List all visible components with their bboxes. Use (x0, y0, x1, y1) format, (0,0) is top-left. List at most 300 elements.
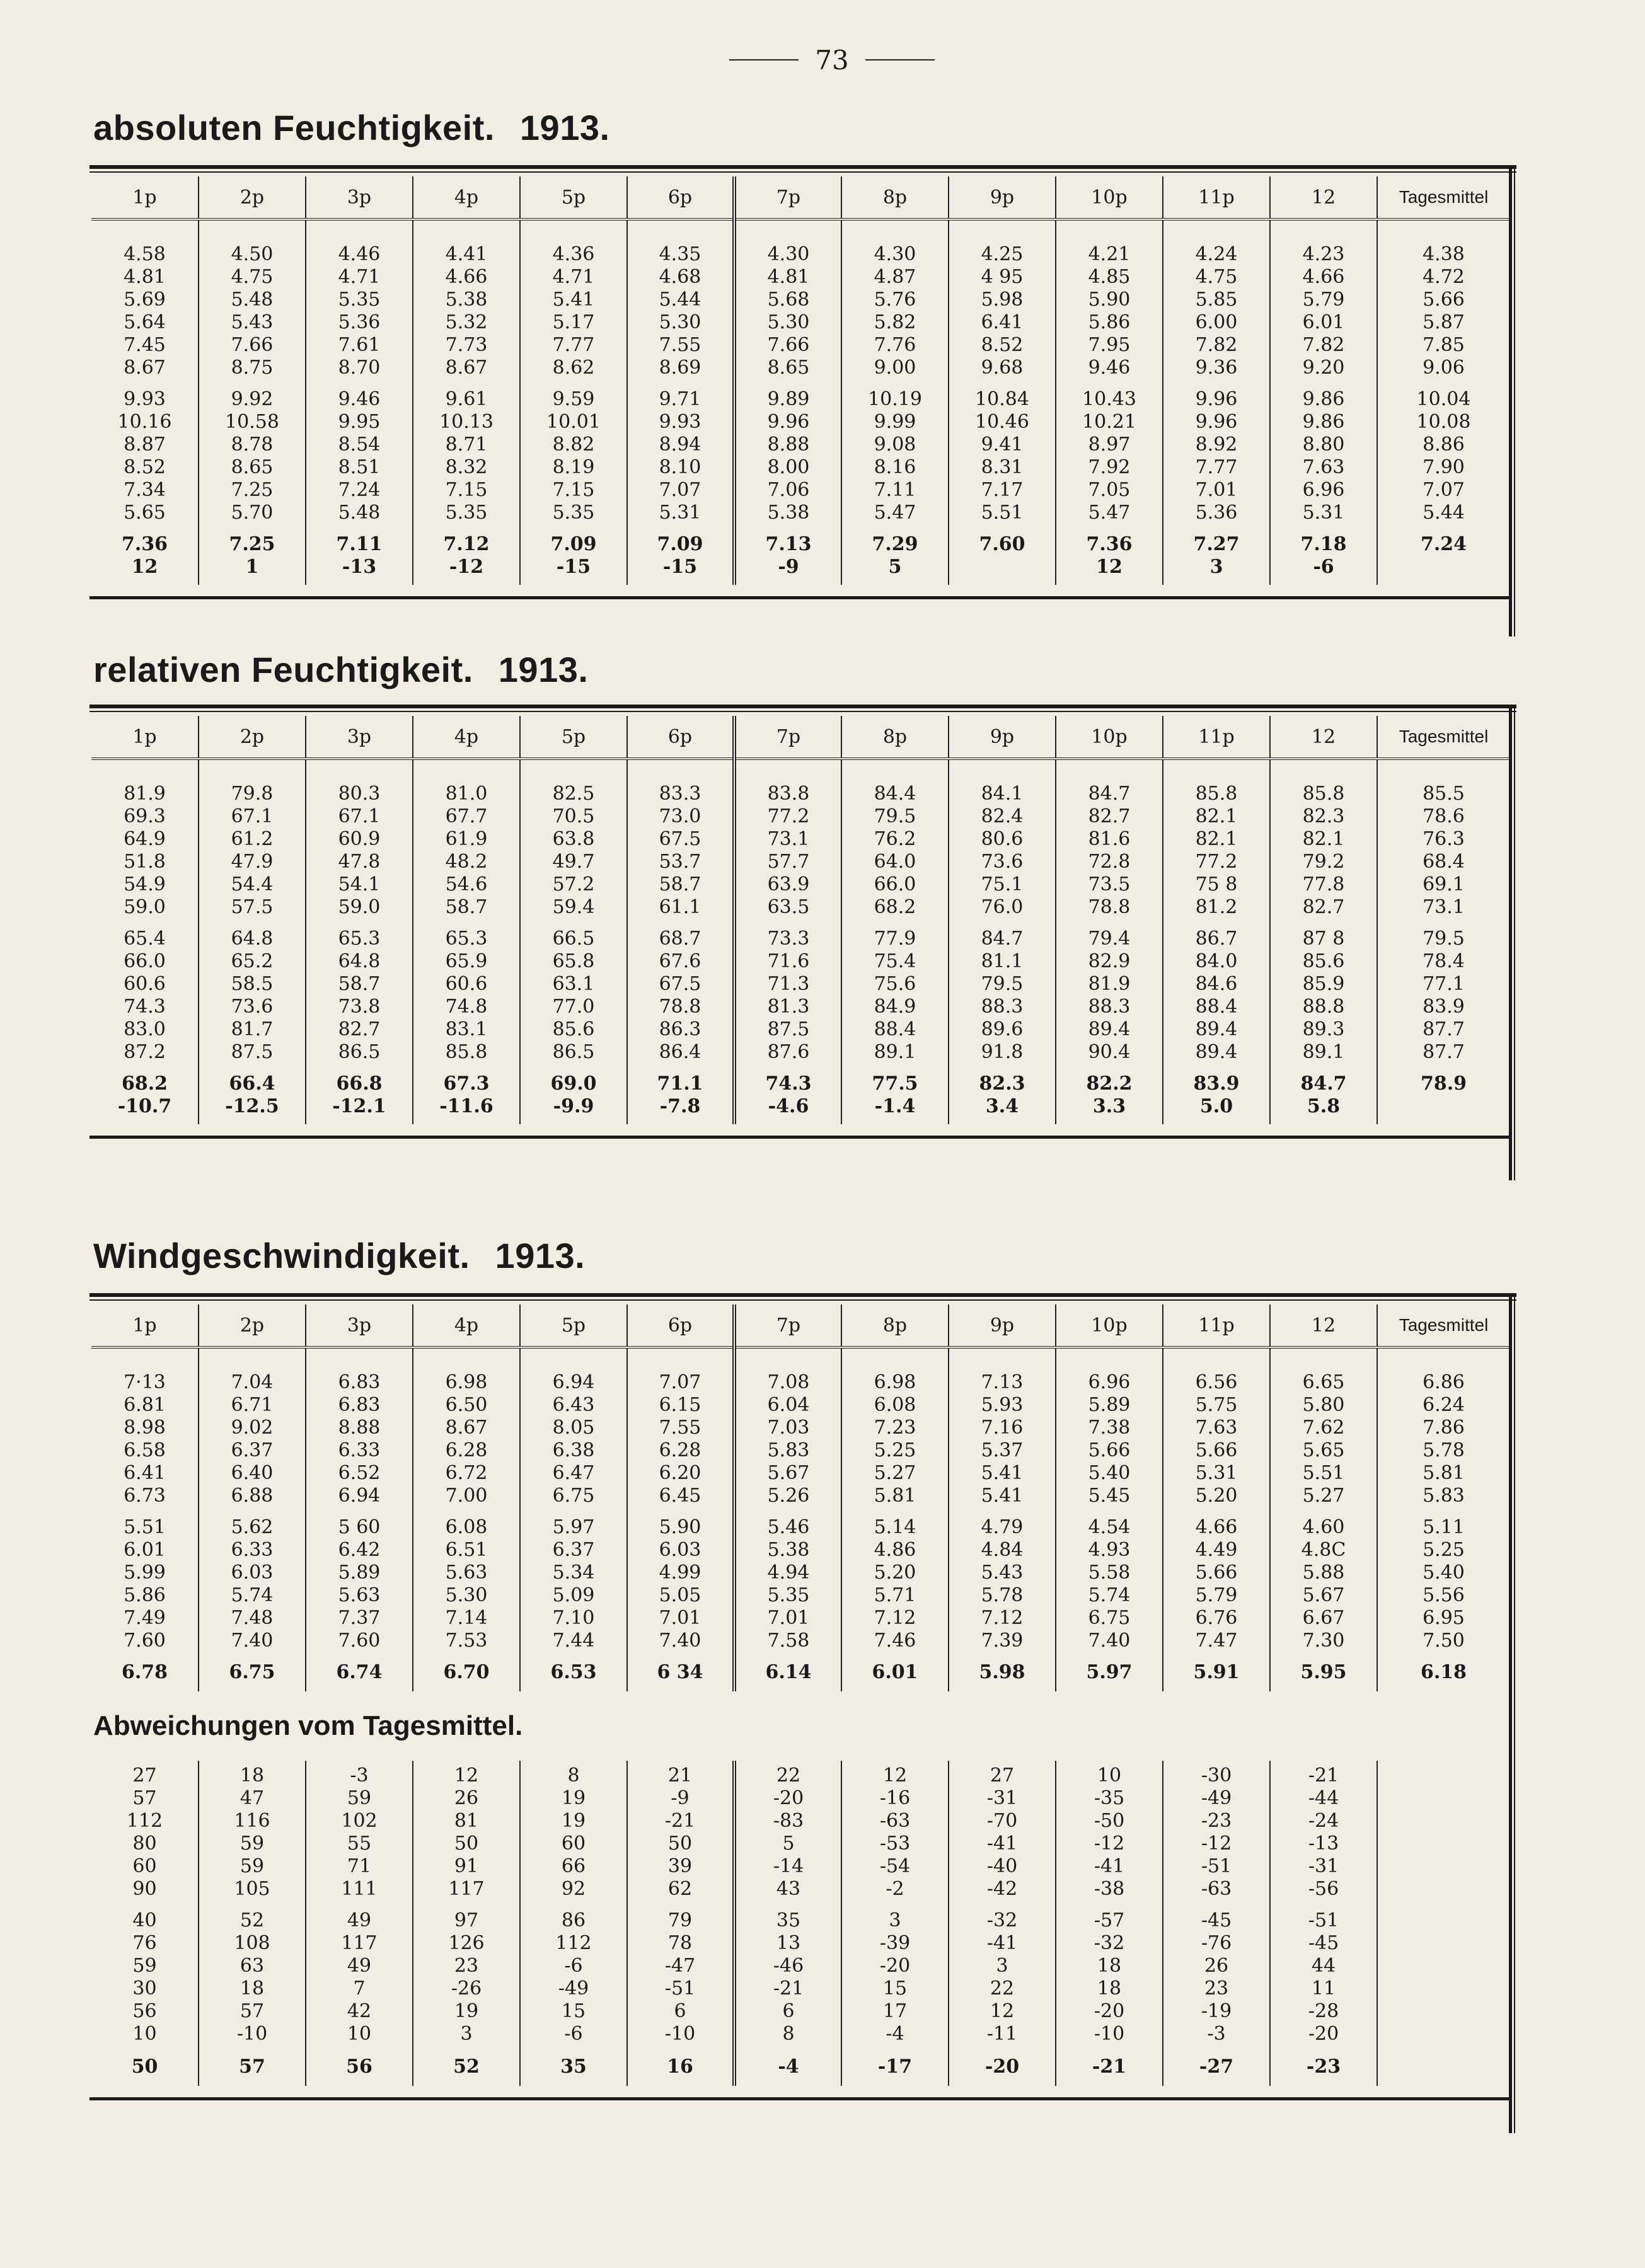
table-cell: 5.32 (445, 311, 488, 333)
summary-cell: 7.27 (1193, 533, 1240, 555)
table-cell: 7.47 (1195, 1630, 1238, 1652)
table-cell: -51 (1201, 1855, 1232, 1877)
table-cell: 47.9 (231, 851, 274, 873)
table-cell: 111 (341, 1878, 378, 1900)
column-cell (1056, 759, 1163, 1070)
table-cell: 102 (341, 1810, 378, 1832)
table-cell: 10.58 (225, 411, 279, 433)
absolute-humidity-table (91, 176, 1509, 585)
table-cell: 10.08 (1416, 411, 1471, 433)
table-cell: 4.35 (659, 243, 701, 265)
column-cell (734, 531, 841, 585)
table-cell: 76.3 (1423, 828, 1465, 850)
table-top-rule (89, 1293, 1516, 1297)
table-cell: 7.86 (1423, 1417, 1465, 1439)
table-cell: -26 (451, 1977, 482, 2000)
table-cell: 10 (1097, 1764, 1122, 1787)
table-cell: 112 (126, 1810, 163, 1832)
table-cell: 77.1 (1423, 973, 1465, 995)
table-cell: 7.00 (445, 1485, 488, 1507)
column-cell (520, 2052, 627, 2086)
table-cell: -49 (1201, 1787, 1232, 1809)
table-cell: 59 (240, 1855, 265, 1877)
summary-cell: 66.4 (229, 1073, 275, 1095)
table-cell: 10.13 (439, 411, 494, 433)
table-cell: 4.93 (1088, 1539, 1131, 1561)
table-cell: 87.5 (767, 1018, 810, 1040)
table-cell: 4.49 (1195, 1539, 1238, 1561)
table-cell: -20 (773, 1787, 804, 1809)
table-cell: 82.3 (1302, 805, 1345, 827)
table-cell: 5.76 (874, 289, 916, 311)
column-cell (1377, 531, 1509, 585)
table-cell: 5.74 (231, 1584, 274, 1606)
summary-cell: 7.13 (765, 533, 812, 555)
table-cell: 5.51 (1302, 1462, 1345, 1484)
summary-cell: 7.36 (121, 533, 168, 555)
table-cell: 89.4 (1195, 1041, 1238, 1063)
table-cell: 8.75 (231, 357, 274, 379)
table-cell: 8 (567, 1764, 580, 1787)
summary-cell: 83.9 (1193, 1073, 1240, 1095)
table-cell: 116 (234, 1810, 270, 1832)
column-cell (1377, 219, 1509, 531)
table-cell: 54.1 (338, 873, 381, 895)
table-cell: 5.98 (981, 289, 1024, 311)
table-cell: 8.16 (874, 456, 916, 478)
column-header: 1p (91, 1304, 199, 1347)
table-cell: 5.27 (874, 1462, 916, 1484)
column-header: 1p (91, 176, 199, 219)
column-cell (734, 2052, 841, 2086)
summary-cell: 5.98 (979, 1661, 1025, 1683)
table-side-rule-thin (1514, 165, 1515, 636)
table-cell: 5.40 (1423, 1562, 1465, 1584)
table-cell: 4.30 (767, 243, 810, 265)
table-cell: 50 (667, 1833, 693, 1855)
table-row (91, 2052, 1509, 2086)
table-cell: 77.9 (874, 928, 916, 950)
table-cell: 8.69 (659, 357, 701, 379)
column-header: 11p (1163, 716, 1270, 759)
column-header: 10p (1056, 1304, 1163, 1347)
summary-cell: 7.12 (443, 533, 490, 555)
table-cell: 57 (240, 2000, 265, 2022)
table-cell: 8.05 (552, 1417, 595, 1439)
table-cell: 6.43 (552, 1394, 595, 1416)
table-cell: 76.2 (874, 828, 916, 850)
table-cell: 4.23 (1302, 243, 1345, 265)
table-cell: 5.35 (552, 502, 595, 524)
column-cell (734, 219, 841, 531)
table-cell: 60.6 (124, 973, 166, 995)
table-cell: 49 (347, 1955, 372, 1977)
table-cell: 5.83 (1423, 1485, 1465, 1507)
table-cell: 87 8 (1302, 928, 1345, 950)
column-header: 12 (1270, 176, 1377, 219)
column-header: 5p (520, 1304, 627, 1347)
column-cell (949, 531, 1056, 585)
table-cell: 67.7 (445, 805, 488, 827)
table-cell: 8.10 (659, 456, 701, 478)
table-cell: 5.27 (1302, 1485, 1345, 1507)
column-cell (1056, 1761, 1163, 2052)
column-cell (520, 1659, 627, 1691)
table-cell: 5.67 (767, 1462, 810, 1484)
table-cell: 88.3 (1088, 996, 1131, 1018)
table-cell: 84.4 (874, 783, 916, 805)
table-cell: -11 (986, 2023, 1018, 2045)
table-cell: 5.78 (1423, 1439, 1465, 1461)
summary-cell: 6.74 (336, 1661, 383, 1683)
summary-cell: 50 (131, 2056, 158, 2078)
table-cell: 5.05 (659, 1584, 701, 1606)
column-cell (841, 219, 949, 531)
table-cell: 67.5 (659, 828, 701, 850)
table-cell: 7.11 (874, 479, 916, 501)
summary-cell: 74.3 (765, 1073, 812, 1095)
column-cell (520, 531, 627, 585)
column-cell (1270, 2052, 1377, 2086)
table-cell: 10.04 (1416, 388, 1471, 410)
column-cell (306, 531, 413, 585)
column-header: 7p (734, 716, 841, 759)
table-cell: 117 (448, 1878, 485, 1900)
table-cell: 7.07 (659, 1371, 701, 1393)
table-cell: 5.25 (874, 1439, 916, 1461)
table-cell: 4.79 (981, 1516, 1024, 1538)
summary-cell: 5.95 (1300, 1661, 1347, 1683)
table-cell: 6.88 (231, 1485, 274, 1507)
table-cell: 5.66 (1088, 1439, 1131, 1461)
table-cell: -83 (773, 1810, 804, 1832)
summary-cell: 6.18 (1420, 1661, 1467, 1683)
column-cell (306, 1761, 413, 2052)
column-header: Tagesmittel (1377, 716, 1509, 759)
table-cell: 54.4 (231, 873, 274, 895)
table-cell: 7·13 (124, 1371, 166, 1393)
table-bottom-rule (89, 2097, 1511, 2100)
table-cell: 74.8 (445, 996, 488, 1018)
summary-cell: -4 (778, 2056, 799, 2078)
column-header: 10p (1056, 716, 1163, 759)
table-cell: -35 (1094, 1787, 1125, 1809)
summary-cell: 56 (346, 2056, 372, 2078)
summary-cell: -15 (662, 556, 698, 578)
table-cell: 85.6 (552, 1018, 595, 1040)
table-cell: -39 (879, 1932, 911, 1954)
column-cell (1270, 1761, 1377, 2052)
column-cell (841, 1761, 949, 2052)
table-cell: 6.52 (338, 1462, 381, 1484)
table-cell: 6.37 (552, 1539, 595, 1561)
table-cell: 6.08 (874, 1394, 916, 1416)
column-cell (1377, 1659, 1509, 1691)
column-cell (199, 1070, 306, 1124)
column-cell (1056, 219, 1163, 531)
table-cell: 5.64 (124, 311, 166, 333)
table-cell: 8.62 (552, 357, 595, 379)
table-cell: 5.40 (1088, 1462, 1131, 1484)
column-header: 2p (199, 1304, 306, 1347)
column-cell (949, 1070, 1056, 1124)
table-cell: 83.9 (1423, 996, 1465, 1018)
table-cell: 5.82 (874, 311, 916, 333)
table-cell: 81.3 (767, 996, 810, 1018)
table-side-rule-thin (1514, 1293, 1515, 2133)
table-cell: 7.14 (445, 1607, 488, 1629)
table-cell: 4.21 (1088, 243, 1131, 265)
summary-cell: 12 (1096, 556, 1123, 578)
table-cell: 5.35 (767, 1584, 810, 1606)
table-cell: -47 (664, 1955, 696, 1977)
table-cell: 76 (132, 1932, 157, 1954)
table-cell: 44 (1311, 1955, 1336, 1977)
summary-cell: 7.18 (1300, 533, 1347, 555)
summary-cell: 82.3 (979, 1073, 1025, 1095)
table-cell: 4.38 (1423, 243, 1465, 265)
table-cell: 4.81 (124, 266, 166, 288)
summary-cell: 69.0 (550, 1073, 597, 1095)
table-cell: 66.0 (874, 873, 916, 895)
table-cell: 6.04 (767, 1394, 810, 1416)
column-header: 5p (520, 176, 627, 219)
table-cell: 88.4 (874, 1018, 916, 1040)
table-cell: 59.4 (552, 896, 595, 918)
table-cell: 7.60 (124, 1630, 166, 1652)
table-cell: 8.00 (767, 456, 810, 478)
table-cell: 4.71 (338, 266, 381, 288)
table-cell: -40 (986, 1855, 1018, 1877)
table-top-rule-thin (89, 1299, 1516, 1301)
table-cell: 82.1 (1195, 805, 1238, 827)
column-cell (199, 219, 306, 531)
table-cell: 82.7 (1088, 805, 1131, 827)
summary-cell: 3.3 (1092, 1095, 1126, 1117)
table-cell: 91.8 (981, 1041, 1024, 1063)
column-cell (949, 219, 1056, 531)
summary-cell: 6.78 (121, 1661, 168, 1683)
summary-cell: 12 (131, 556, 158, 578)
table-cell: 81 (454, 1810, 479, 1832)
summary-cell: 68.2 (121, 1073, 168, 1095)
table-cell: 5.30 (445, 1584, 488, 1606)
table-cell: 12 (990, 2000, 1015, 2022)
table-cell: 15 (561, 2000, 586, 2022)
table-cell: 77.2 (1195, 851, 1238, 873)
table-row (91, 759, 1509, 1070)
page-number-text: 73 (815, 44, 849, 76)
table-cell: 5.81 (1423, 1462, 1465, 1484)
summary-cell: 6.53 (550, 1661, 597, 1683)
table-cell: 4.99 (659, 1562, 701, 1584)
table-cell: -16 (879, 1787, 911, 1809)
column-cell (949, 1347, 1056, 1659)
table-cell: 3 (889, 1909, 901, 1931)
table-cell: 5.86 (124, 1584, 166, 1606)
column-cell (199, 1761, 306, 2052)
summary-cell: 7.24 (1420, 533, 1467, 555)
column-header: Tagesmittel (1377, 176, 1509, 219)
table-cell: -45 (1308, 1932, 1339, 1954)
column-cell (306, 759, 413, 1070)
table-cell: 86.5 (552, 1041, 595, 1063)
table-cell: 12 (882, 1764, 908, 1787)
summary-cell: -21 (1092, 2056, 1127, 2078)
table-cell: 5.85 (1195, 289, 1238, 311)
table-cell: 5.83 (767, 1439, 810, 1461)
table-cell: 60.6 (445, 973, 488, 995)
summary-cell: -27 (1199, 2056, 1234, 2078)
table-cell: 8.86 (1423, 434, 1465, 456)
table-cell: 89.1 (1302, 1041, 1345, 1063)
column-cell (520, 1347, 627, 1659)
table-cell: 5.90 (659, 1516, 701, 1538)
table-cell: 6.76 (1195, 1607, 1238, 1629)
table-cell: -76 (1201, 1932, 1232, 1954)
table-cell: 5.20 (874, 1562, 916, 1584)
column-cell (1056, 1347, 1163, 1659)
column-cell (91, 219, 199, 531)
summary-cell: 3 (1209, 556, 1223, 578)
table-cell: 5.48 (338, 502, 381, 524)
table-cell: 82.7 (338, 1018, 381, 1040)
table-cell: -6 (564, 2023, 583, 2045)
table-cell: 5.45 (1088, 1485, 1131, 1507)
summary-cell: 7.09 (550, 533, 597, 555)
table-cell: 19 (561, 1810, 586, 1832)
table-cell: 6.98 (445, 1371, 488, 1393)
table-cell: 5.67 (1302, 1584, 1345, 1606)
table-cell: 7.46 (874, 1630, 916, 1652)
table-cell: 62 (667, 1878, 693, 1900)
column-cell (91, 1761, 199, 2052)
table-cell: 90.4 (1088, 1041, 1131, 1063)
table-cell: 4.41 (445, 243, 488, 265)
table-cell: 6.37 (231, 1439, 274, 1461)
table-cell: 7.01 (1195, 479, 1238, 501)
table-cell: 83.1 (445, 1018, 488, 1040)
summary-cell: 67.3 (443, 1073, 490, 1095)
table-cell: 10.16 (117, 411, 172, 433)
table-cell: 9.93 (124, 388, 166, 410)
table-cell: 7.53 (445, 1630, 488, 1652)
column-header: 6p (627, 176, 734, 219)
table-cell: 7.06 (767, 479, 810, 501)
table-cell: 87.6 (767, 1041, 810, 1063)
table-cell: 5 (782, 1833, 795, 1855)
table-cell: 7.17 (981, 479, 1024, 501)
table-cell: 83.3 (659, 783, 701, 805)
table-cell: 7.63 (1195, 1417, 1238, 1439)
table-cell: 85.9 (1302, 973, 1345, 995)
summary-cell: 71.1 (657, 1073, 703, 1095)
table-cell: 87.7 (1423, 1018, 1465, 1040)
table-cell: 23 (1204, 1977, 1229, 2000)
table-cell: 6.03 (231, 1562, 274, 1584)
column-header: 8p (841, 1304, 949, 1347)
table-cell: 15 (882, 1977, 908, 2000)
table-cell: -10 (1094, 2023, 1125, 2045)
table-cell: 8.87 (124, 434, 166, 456)
table-cell: 18 (1097, 1977, 1122, 2000)
table-cell: -6 (564, 1955, 583, 1977)
table-cell: 58.5 (231, 973, 274, 995)
table-cell: 90 (132, 1878, 157, 1900)
table-cell: 5.44 (659, 289, 701, 311)
table-cell: 60.9 (338, 828, 381, 850)
table-top-rule-thin (89, 711, 1516, 712)
table-cell: 71.6 (767, 950, 810, 972)
table-cell: -32 (986, 1909, 1018, 1931)
table-cell: 10.21 (1082, 411, 1136, 433)
column-header: 3p (306, 1304, 413, 1347)
table-cell: 6.86 (1423, 1371, 1465, 1393)
table-cell: 54.9 (124, 873, 166, 895)
summary-cell: 3.4 (985, 1095, 1019, 1117)
table-cell: 63.9 (767, 873, 810, 895)
table-cell: 7.15 (445, 479, 488, 501)
column-cell (199, 1659, 306, 1691)
table-cell: 6.28 (445, 1439, 488, 1461)
column-header: 3p (306, 716, 413, 759)
table-cell: 57.7 (767, 851, 810, 873)
table-cell: 4.86 (874, 1539, 916, 1561)
table-row (91, 1347, 1509, 1659)
table-cell: 6.71 (231, 1394, 274, 1416)
table-cell: 5.89 (338, 1562, 381, 1584)
table-cell: 13 (776, 1932, 801, 1954)
table-cell: -32 (1094, 1932, 1125, 1954)
table-cell: -49 (558, 1977, 589, 2000)
column-cell (1163, 1347, 1270, 1659)
table-cell: 77.8 (1302, 873, 1345, 895)
table-cell: 79.5 (981, 973, 1024, 995)
table-cell: 47.8 (338, 851, 381, 873)
column-header: Tagesmittel (1377, 1304, 1509, 1347)
table-cell: 5.30 (767, 311, 810, 333)
table-cell: 59 (132, 1955, 157, 1977)
table-cell: -10 (236, 2023, 268, 2045)
section-heading-wind (93, 1235, 585, 1276)
summary-cell: 1 (245, 556, 259, 578)
table-cell: 7.55 (659, 334, 701, 356)
summary-cell: 6.14 (765, 1661, 812, 1683)
table-cell: 10.19 (868, 388, 922, 410)
column-cell (1377, 1070, 1509, 1124)
table-cell: 8.98 (124, 1417, 166, 1439)
table-cell: 88.3 (981, 996, 1024, 1018)
table-cell: 5.65 (124, 502, 166, 524)
table-cell: 10.84 (975, 388, 1029, 410)
column-cell (841, 531, 949, 585)
table-cell: 5.71 (874, 1584, 916, 1606)
column-cell (949, 2052, 1056, 2086)
table-cell: 75.4 (874, 950, 916, 972)
table-cell: 78 (667, 1932, 693, 1954)
table-cell: 7.45 (124, 334, 166, 356)
column-cell (1270, 1659, 1377, 1691)
column-cell (1056, 1070, 1163, 1124)
table-cell: 6.24 (1423, 1394, 1465, 1416)
column-cell (199, 1347, 306, 1659)
column-cell (413, 1659, 520, 1691)
table-cell: 92 (561, 1878, 586, 1900)
table-cell: 4.66 (1302, 266, 1345, 288)
table-cell: 7.12 (981, 1607, 1024, 1629)
column-cell (306, 1347, 413, 1659)
column-cell (627, 759, 734, 1070)
